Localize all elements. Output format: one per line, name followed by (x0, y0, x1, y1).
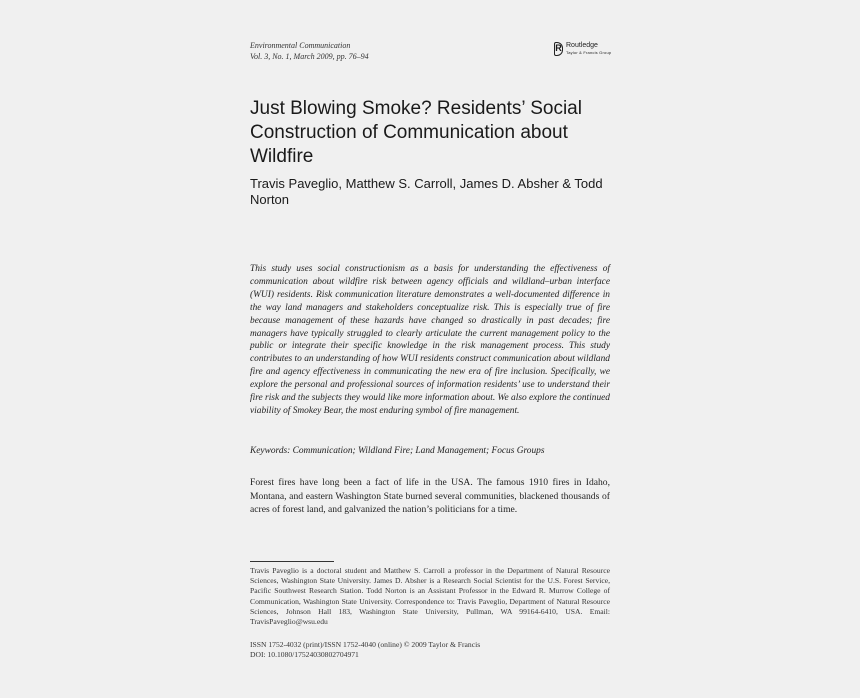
article-authors: Travis Paveglio, Matthew S. Carroll, James D. Absher & Todd Norton (250, 176, 603, 207)
publisher-name: Routledge (566, 42, 598, 49)
keywords: Keywords: Communication; Wildland Fire; Land Management; Focus Groups (250, 446, 545, 456)
routledge-logo-icon: R (554, 42, 563, 56)
author-footnote: Travis Paveglio is a doctoral student and Matthew S. Carroll a professor in the Department of Natural Resource Sciences, Washington State University. James D. Absher is a Research Social Scientist for the U.S. Forest Service, Pacific Southwest Research Station. Todd Norton is an Assistant Professor in the Edward R. Murrow College of Communication, Washington State University. Correspondence to: Travis Paveglio, Department of Natural Resource Sciences, Johnson Hall 183, Washington State University, Pullman, WA 99164-6410, USA. Email: TravisPaveglio@wsu.edu (250, 566, 610, 627)
footnote-divider (250, 561, 334, 562)
issn-line: ISSN 1752-4032 (print)/ISSN 1752-4040 (online) © 2009 Taylor & Francis (250, 640, 481, 649)
publisher-logo (554, 41, 611, 57)
publisher-logo-text (566, 42, 611, 56)
journal-name: Environmental Communication (250, 41, 351, 50)
doi-line: DOI: 10.1080/17524030802704971 (250, 650, 359, 660)
article-title: Just Blowing Smoke? Residents’ Social Construction of Communication about Wildfire (250, 98, 582, 167)
journal-header (250, 40, 369, 62)
body-paragraph: Forest fires have long been a fact of life in the USA. The famous 1910 fires in Idaho, Montana, and eastern Washington State burned several communities, blackened thousands of acres of forest land, and galvanized the nation’s politicians for a time. (250, 477, 610, 516)
volume-line: Vol. 3, No. 1, March 2009, pp. 76–94 (250, 52, 369, 61)
publisher-sub: Taylor & Francis Group (566, 50, 612, 55)
publication-info (250, 640, 610, 661)
abstract: This study uses social constructionism as a basis for understanding the effectiveness of communication about wildfire risk between agency officials and wildland–urban interface (WUI) residents. Risk communication literature demonstrates a well-documented difference in the way land managers and stakeholders conceptualize risk. This is especially true of fire because management of these hazards have changed so drastically in past decades; fire managers have typically struggled to clearly articulate the current management policy to the public or integrate their specific knowledge in the risk management process. This study contributes to an understanding of how WUI residents construct communication about wildland fire and agency effectiveness in communicating the new era of fire inclusion. Specifically, we explore the personal and professional sources of information residents’ use to understand their fire risk and the subjects they would like more information about. We also explore the continued viability of Smokey Bear, the most enduring symbol of fire management. (250, 264, 610, 416)
